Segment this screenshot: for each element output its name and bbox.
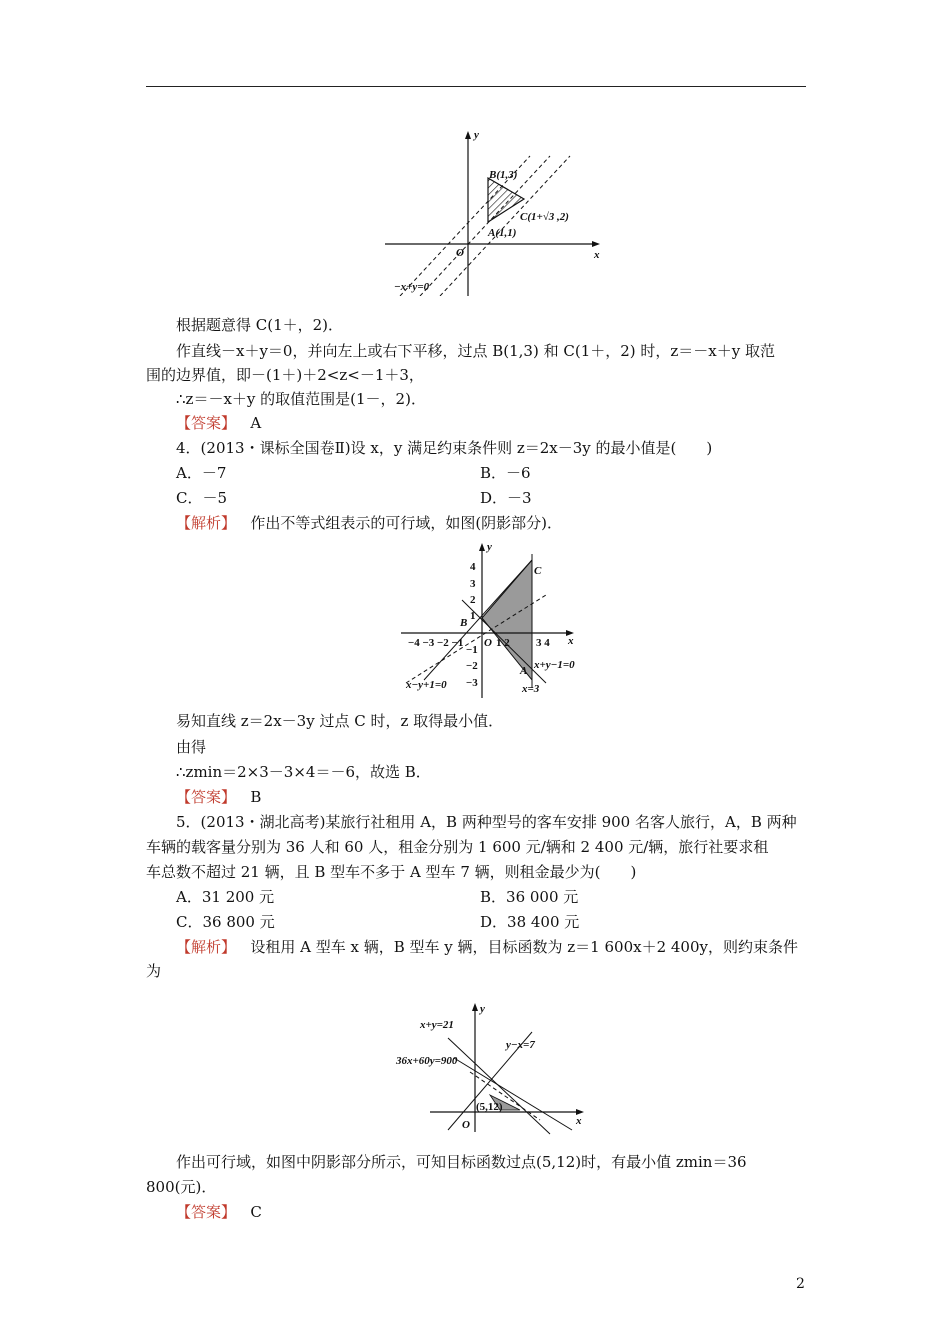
question-5-option-a: A．31 200 元 xyxy=(176,888,275,906)
label-line-1: x+y=21 xyxy=(420,1019,454,1031)
label-x: x xyxy=(576,1115,582,1127)
ytick-4: 4 xyxy=(470,561,476,573)
label-line-3: 36x+60y=900 xyxy=(396,1055,458,1067)
answer-1 xyxy=(176,414,261,432)
ytick-neg-3: −3 xyxy=(466,677,478,689)
label-point-c: C xyxy=(534,565,542,577)
answer-value: A xyxy=(250,414,262,432)
xticks-positive-1: 1 2 xyxy=(496,637,510,649)
answer-value: B xyxy=(250,788,262,806)
label-point-b: B xyxy=(460,617,468,629)
question-5-option-b: B．36 000 元 xyxy=(480,888,579,906)
paragraph-3: 围的边界值，即－(1＋)＋2<z<－1＋3， xyxy=(146,366,424,384)
paragraph-9: 800(元)． xyxy=(146,1178,217,1196)
solution-tag: 【解析】 xyxy=(176,938,237,956)
answer-3 xyxy=(176,1203,262,1221)
solution-5-line-2: 为 xyxy=(146,962,162,980)
page-number: 2 xyxy=(796,1276,805,1292)
label-x: x xyxy=(568,635,574,647)
label-line-2: y−x=7 xyxy=(506,1039,535,1051)
figure-2 xyxy=(396,540,596,700)
y-axis-arrow xyxy=(479,543,485,551)
label-y: y xyxy=(474,129,479,141)
label-point-b: B(1,3) xyxy=(489,169,518,181)
answer-tag: 【答案】 xyxy=(176,414,237,432)
question-4-option-c: C．－5 xyxy=(176,489,228,507)
solution-text: 作出不等式组表示的可行域，如图(阴影部分)． xyxy=(250,514,563,532)
label-point-a: A xyxy=(520,665,528,677)
question-4-option-d: D．－3 xyxy=(480,489,532,507)
label-origin: O xyxy=(462,1119,470,1131)
solution-5-line-1 xyxy=(176,938,798,956)
y-axis-arrow xyxy=(472,1003,478,1011)
solution-text: 设租用 A 型车 x 辆，B 型车 y 辆，目标函数为 z＝1 600x＋2 400y，则约束条件 xyxy=(250,938,798,956)
label-line: −x+y=0 xyxy=(394,281,430,293)
label-origin: O xyxy=(484,637,492,649)
question-5-line-1: 5．(2013・湖北高考)某旅行社租用 A，B 两种型号的客车安排 900 名客人旅行，A，B 两种 xyxy=(176,813,797,831)
paragraph-7: ∴zmin＝2×3－3×4＝－6，故选 B． xyxy=(176,763,431,781)
figure-1 xyxy=(380,126,610,296)
label-x: x xyxy=(594,249,600,261)
label-point: (5,12) xyxy=(476,1101,503,1113)
paragraph-2: 作直线－x＋y＝0，并向左上或右下平移，过点 B(1,3) 和 C(1＋，2) 时，z＝－x＋y 取范 xyxy=(176,342,776,360)
paragraph-1: 根据题意得 C(1＋，2)． xyxy=(176,316,344,334)
answer-value: C xyxy=(250,1203,262,1221)
paragraph-4: ∴z＝－x＋y 的取值范围是(1－，2)． xyxy=(176,390,426,408)
ytick-2: 2 xyxy=(470,594,476,606)
figure-3 xyxy=(380,1002,590,1137)
question-4-option-a: A．－7 xyxy=(176,464,227,482)
label-point-c: C(1+√3 ,2) xyxy=(520,211,569,223)
label-line-1: x+y−1=0 xyxy=(534,659,575,671)
ytick-3: 3 xyxy=(470,578,476,590)
ytick-neg-2: −2 xyxy=(466,660,478,672)
line-36x-60y-900 xyxy=(454,1058,572,1130)
y-axis-arrow xyxy=(465,131,471,139)
paragraph-8: 作出可行域，如图中阴影部分所示，可知目标函数过点(5,12)时，有最小值 zmin＝36 xyxy=(176,1153,747,1171)
answer-tag: 【答案】 xyxy=(176,1203,237,1221)
label-y: y xyxy=(480,1003,485,1015)
dashed-line-2 xyxy=(420,156,550,296)
header-rule xyxy=(146,86,806,87)
xticks-negative: −4 −3 −2 −1 xyxy=(408,637,464,649)
ytick-1: 1 xyxy=(470,610,476,622)
label-origin: O xyxy=(456,247,464,259)
question-4-option-b: B．－6 xyxy=(480,464,531,482)
paragraph-5: 易知直线 z＝2x－3y 过点 C 时，z 取得最小值． xyxy=(176,712,504,730)
question-5-line-3: 车总数不超过 21 辆，且 B 型车不多于 A 型车 7 辆，则租金最少为( ) xyxy=(146,863,637,881)
ytick-neg-1: −1 xyxy=(466,644,478,656)
question-5-option-d: D．38 400 元 xyxy=(480,913,580,931)
answer-tag: 【答案】 xyxy=(176,788,237,806)
question-5-option-c: C．36 800 元 xyxy=(176,913,275,931)
solution-4 xyxy=(176,514,562,532)
xticks-positive-2: 3 4 xyxy=(536,637,550,649)
label-point-a: A(1,1) xyxy=(488,227,517,239)
label-line-3: x−y+1=0 xyxy=(406,679,447,691)
label-line-2: x=3 xyxy=(522,683,540,695)
question-5-line-2: 车辆的载客量分别为 36 人和 60 人，租金分别为 1 600 元/辆和 2 400 元/辆，旅行社要求租 xyxy=(146,838,769,856)
answer-2 xyxy=(176,788,261,806)
solution-tag: 【解析】 xyxy=(176,514,237,532)
paragraph-6: 由得 xyxy=(176,738,207,756)
label-y: y xyxy=(487,541,492,553)
question-4-stem: 4．(2013・课标全国卷Ⅱ)设 x，y 满足约束条件则 z＝2x－3y 的最小值是( ) xyxy=(176,439,713,457)
feasible-region xyxy=(488,178,524,222)
x-axis-arrow xyxy=(592,241,600,247)
